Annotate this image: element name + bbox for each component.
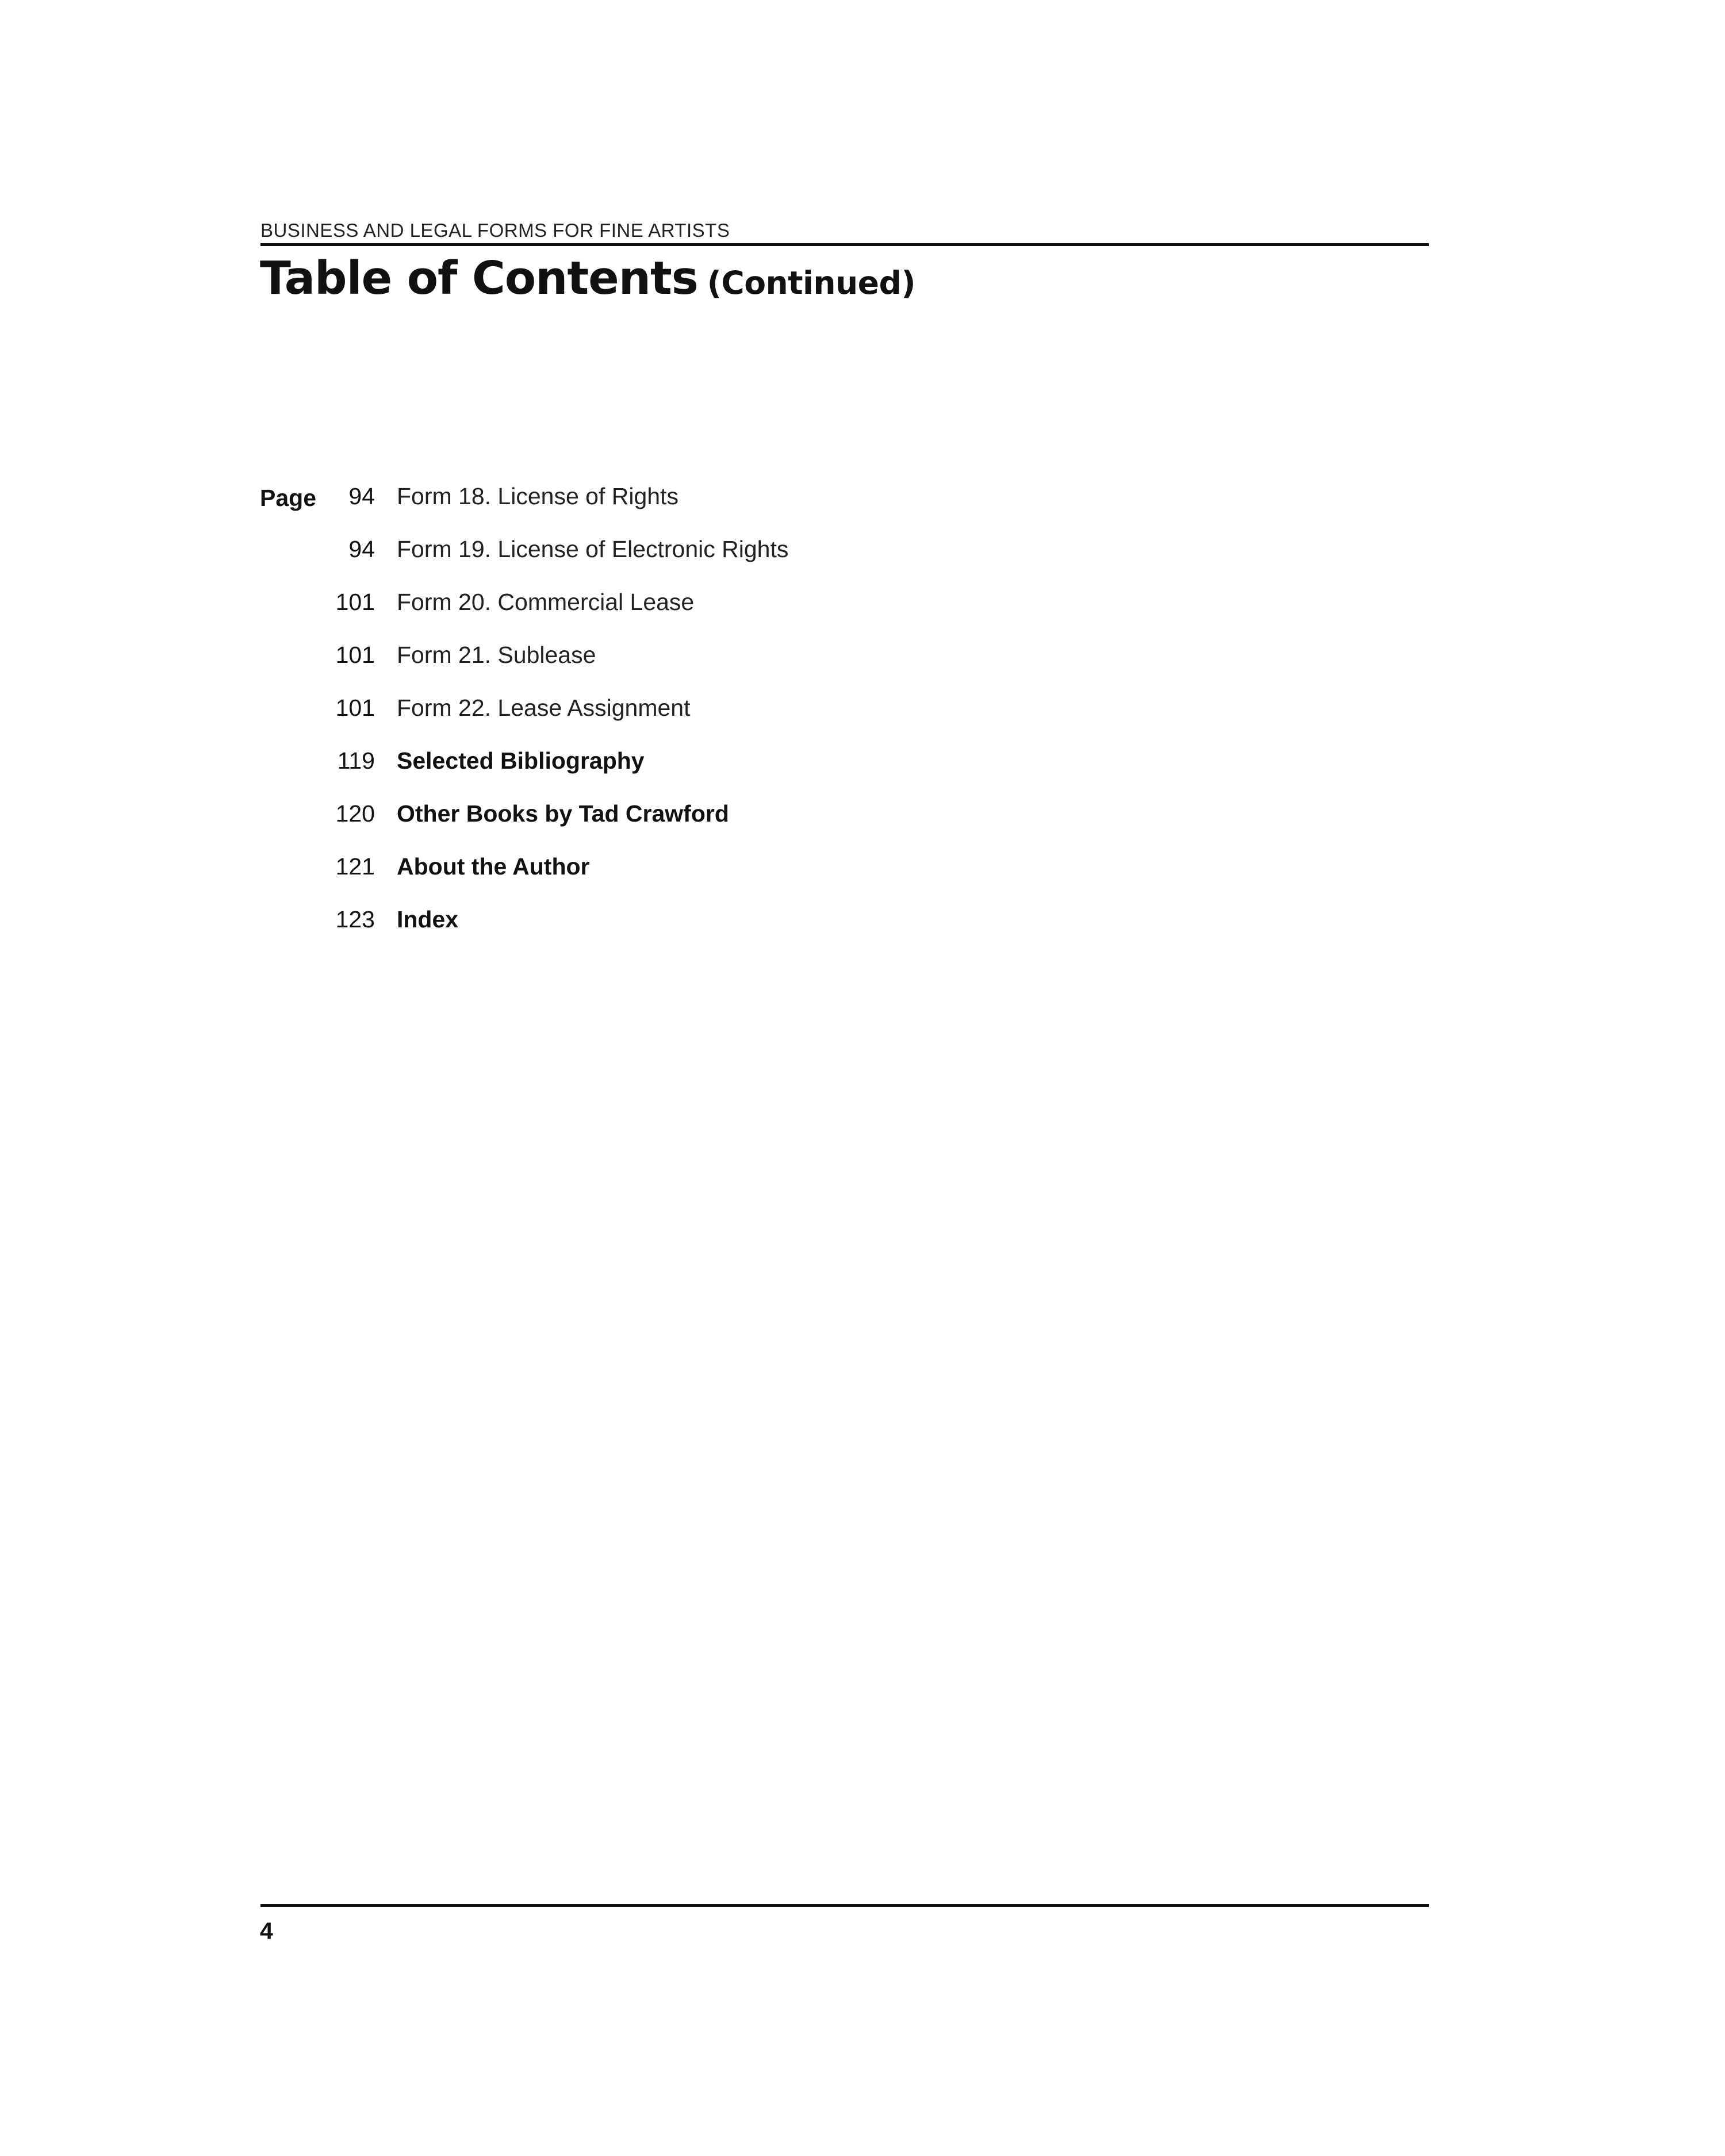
- toc-title: Form 20. Commercial Lease: [397, 589, 695, 615]
- toc-page-number: 101: [335, 642, 375, 668]
- title-suffix: (Continued): [707, 264, 915, 301]
- footer-rule: [260, 1904, 1429, 1907]
- toc-title: Form 21. Sublease: [397, 642, 596, 668]
- toc-page-number: 121: [335, 853, 375, 880]
- running-head: BUSINESS AND LEGAL FORMS FOR FINE ARTISTS: [260, 220, 730, 241]
- toc-title: Selected Bibliography: [397, 747, 645, 774]
- toc-entry[interactable]: [0, 800, 1725, 853]
- page-title: [260, 252, 915, 305]
- toc-entry[interactable]: [0, 536, 1725, 589]
- page-number: 4: [260, 1917, 273, 1944]
- toc-title: About the Author: [397, 853, 590, 880]
- toc-entry[interactable]: [0, 747, 1725, 800]
- toc-entry[interactable]: [0, 853, 1725, 906]
- header-rule: [260, 243, 1429, 246]
- toc-title: Form 18. License of Rights: [397, 483, 678, 509]
- toc-entry[interactable]: [0, 695, 1725, 747]
- toc-title: Form 22. Lease Assignment: [397, 695, 691, 721]
- toc-entry[interactable]: [0, 483, 1725, 536]
- title-main: Table of Contents: [260, 252, 698, 305]
- toc-list: [0, 483, 1725, 959]
- toc-title: Index: [397, 906, 459, 933]
- toc-page-number: 119: [337, 747, 375, 774]
- toc-page-number: 101: [335, 695, 375, 721]
- toc-entry[interactable]: [0, 906, 1725, 959]
- toc-page-number: 123: [335, 906, 375, 933]
- toc-title: Form 19. License of Electronic Rights: [397, 536, 789, 562]
- page-column-label: Page: [260, 485, 316, 511]
- toc-entry[interactable]: [0, 589, 1725, 642]
- toc-page-number: 120: [335, 800, 375, 827]
- toc-entry[interactable]: [0, 642, 1725, 695]
- toc-page-number: 94: [348, 483, 375, 509]
- toc-title: Other Books by Tad Crawford: [397, 800, 729, 827]
- toc-page-number: 94: [348, 536, 375, 562]
- toc-page-number: 101: [335, 589, 375, 615]
